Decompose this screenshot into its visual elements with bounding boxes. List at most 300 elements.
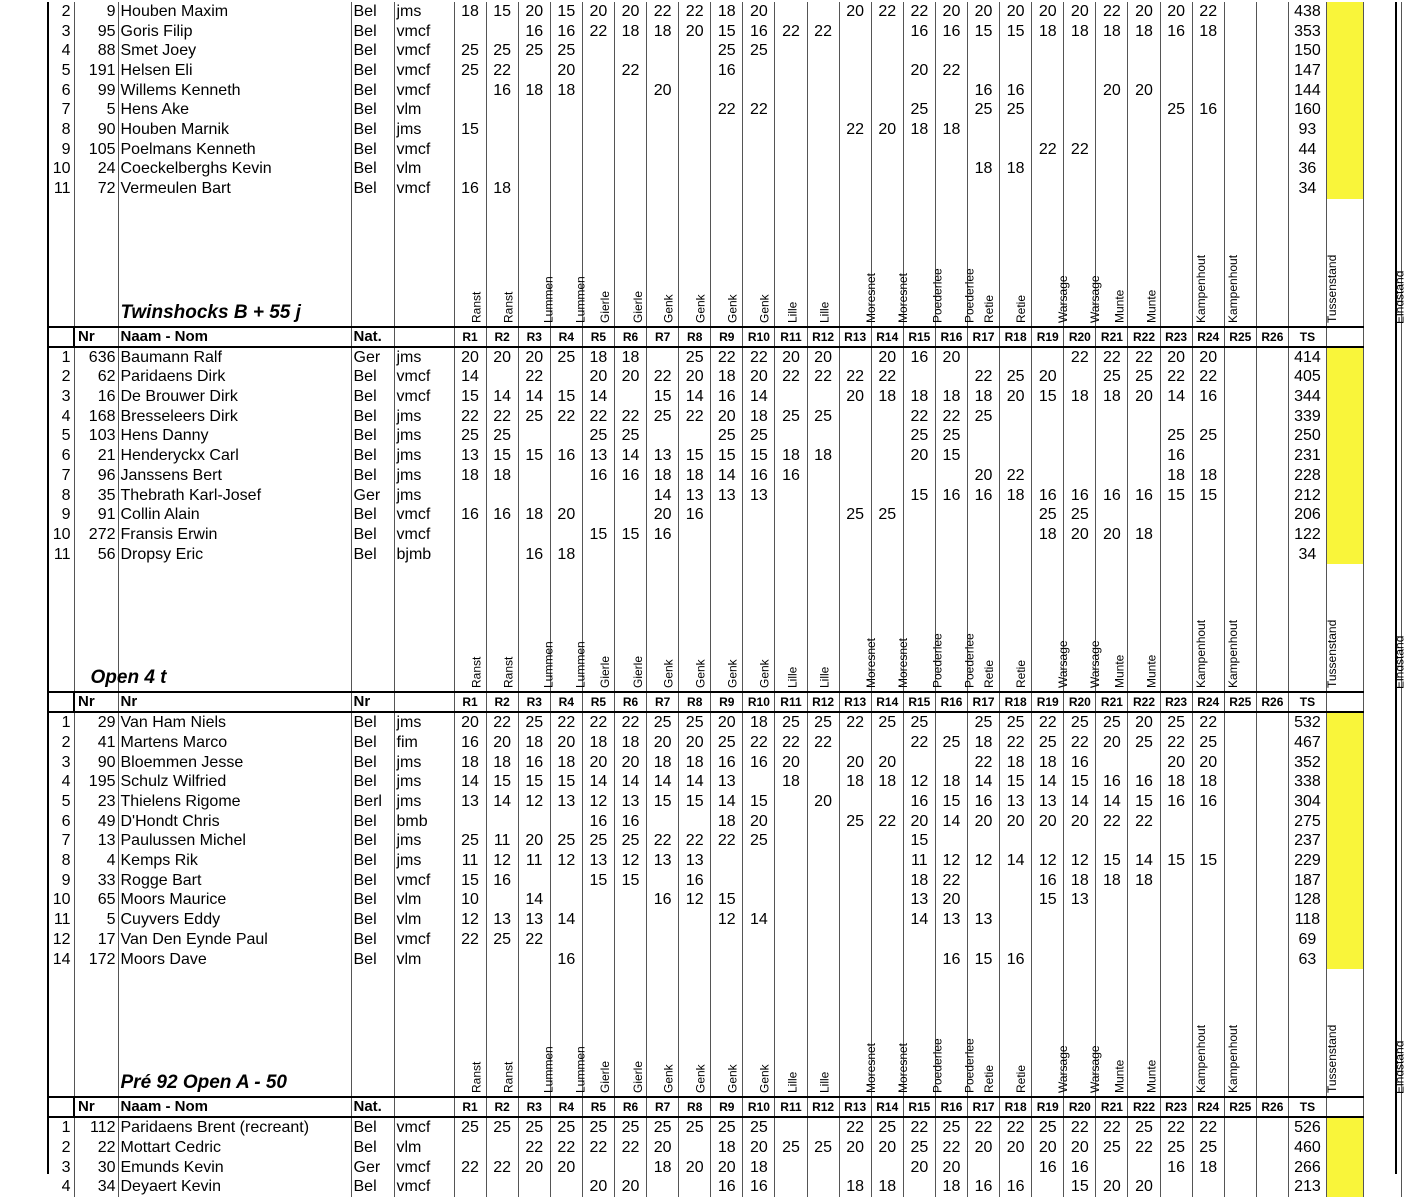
score-cell: 16 <box>614 466 646 486</box>
score-cell: 15 <box>1064 1177 1096 1197</box>
rider-name-cell: Van Ham Niels <box>118 712 351 733</box>
score-cell: 22 <box>839 368 871 388</box>
score-cell <box>871 792 903 812</box>
score-cell: 18 <box>839 1177 871 1197</box>
score-cell: 20 <box>1032 2 1064 22</box>
table-row <box>47 2 1401 22</box>
score-cell: 25 <box>679 712 711 733</box>
score-cell <box>1064 910 1096 930</box>
table-row <box>47 505 1401 525</box>
score-cell: 13 <box>743 486 775 506</box>
score-cell <box>1256 712 1288 733</box>
score-cell: 22 <box>935 61 967 81</box>
score-cell <box>614 910 646 930</box>
nationality-cell: Bel <box>351 525 394 545</box>
score-cell <box>807 81 839 101</box>
score-cell <box>903 160 935 180</box>
col-header-round: R26 <box>1256 1097 1288 1117</box>
score-cell <box>518 100 550 120</box>
score-cell <box>903 81 935 101</box>
score-cell <box>807 179 839 199</box>
venue-label: Retie <box>1013 294 1028 323</box>
score-cell <box>807 871 839 891</box>
score-cell <box>807 545 839 565</box>
score-cell: 22 <box>486 407 518 427</box>
club-cell: vmcf <box>394 61 454 81</box>
venue-label-cell <box>679 564 711 692</box>
score-cell <box>871 61 903 81</box>
table-row <box>47 1138 1401 1158</box>
table-row <box>47 160 1401 180</box>
club-cell: vmcf <box>394 525 454 545</box>
col-header-round: R1 <box>454 327 486 347</box>
rider-name-cell: Houben Marnik <box>118 120 351 140</box>
score-cell: 15 <box>1000 773 1032 793</box>
blank-cell <box>1363 930 1401 950</box>
table-row <box>47 832 1401 852</box>
score-cell <box>1096 466 1128 486</box>
score-cell: 13 <box>1064 891 1096 911</box>
score-cell <box>679 950 711 970</box>
table-row <box>47 871 1401 891</box>
score-cell: 22 <box>550 407 582 427</box>
score-cell: 22 <box>1064 1117 1096 1138</box>
score-cell: 25 <box>1192 733 1224 753</box>
rider-name-cell: Rogge Bart <box>118 871 351 891</box>
score-cell: 22 <box>935 871 967 891</box>
rank-cell: 9 <box>47 505 74 525</box>
col-header-round: R22 <box>1128 1097 1160 1117</box>
score-cell <box>871 466 903 486</box>
score-cell: 20 <box>1000 387 1032 407</box>
score-cell <box>1064 466 1096 486</box>
col-header-round: R9 <box>711 327 743 347</box>
score-cell <box>839 910 871 930</box>
score-cell <box>807 851 839 871</box>
score-cell <box>968 140 1000 160</box>
score-cell <box>1224 812 1256 832</box>
score-cell <box>679 1138 711 1158</box>
score-cell: 20 <box>1096 525 1128 545</box>
final-highlight-cell <box>1326 140 1363 160</box>
score-cell <box>1064 950 1096 970</box>
score-cell <box>647 812 679 832</box>
score-cell <box>1000 832 1032 852</box>
score-cell: 11 <box>903 851 935 871</box>
table-row <box>47 950 1401 970</box>
score-cell <box>775 910 807 930</box>
col-header-nat: Nat. <box>351 1097 394 1117</box>
venue-label-cell <box>550 969 588 1097</box>
score-cell: 15 <box>1128 792 1160 812</box>
venue-label: Lummen <box>541 1046 556 1094</box>
score-cell: 16 <box>1096 486 1128 506</box>
final-highlight-cell <box>1326 466 1363 486</box>
venue-label: Ranst <box>469 1062 484 1094</box>
score-cell <box>775 179 807 199</box>
score-cell: 25 <box>582 832 614 852</box>
score-cell <box>711 505 743 525</box>
score-cell <box>1224 466 1256 486</box>
venue-label: Ranst <box>501 1062 516 1094</box>
rider-number-cell: 88 <box>74 41 118 61</box>
blank-cell <box>1363 446 1401 466</box>
score-cell <box>1224 140 1256 160</box>
venue-label-cell <box>839 199 879 327</box>
table-row <box>47 347 1401 368</box>
club-cell: vlm <box>394 100 454 120</box>
score-cell: 15 <box>903 486 935 506</box>
score-cell: 25 <box>743 832 775 852</box>
score-cell <box>903 753 935 773</box>
venue-label-cell <box>1192 564 1241 692</box>
score-cell: 18 <box>1160 466 1192 486</box>
score-cell: 22 <box>903 1117 935 1138</box>
score-cell: 13 <box>1000 792 1032 812</box>
score-cell: 20 <box>454 347 486 368</box>
score-cell: 18 <box>614 733 646 753</box>
score-cell <box>614 179 646 199</box>
rider-number-cell: 16 <box>74 387 118 407</box>
score-cell: 20 <box>903 1158 935 1178</box>
score-cell <box>1128 100 1160 120</box>
score-cell: 20 <box>550 733 582 753</box>
rank-cell: 1 <box>47 347 74 368</box>
score-cell: 13 <box>679 486 711 506</box>
venue-label-cell <box>711 969 743 1097</box>
score-cell <box>775 427 807 447</box>
rider-number-cell: 29 <box>74 712 118 733</box>
score-cell: 14 <box>1032 773 1064 793</box>
table-row <box>47 140 1401 160</box>
score-cell <box>1224 179 1256 199</box>
rider-name-cell: De Brouwer Dirk <box>118 387 351 407</box>
score-cell <box>1224 1138 1256 1158</box>
score-cell <box>582 486 614 506</box>
score-cell: 14 <box>582 773 614 793</box>
score-cell <box>550 871 582 891</box>
score-cell: 15 <box>486 2 518 22</box>
score-cell: 12 <box>550 851 582 871</box>
score-cell: 25 <box>903 712 935 733</box>
final-highlight-cell <box>1326 545 1363 565</box>
score-cell <box>807 2 839 22</box>
nationality-cell: Bel <box>351 871 394 891</box>
venue-label: Gierle <box>630 656 645 689</box>
score-cell: 22 <box>614 61 646 81</box>
rider-number-cell: 34 <box>74 1177 118 1197</box>
score-cell: 22 <box>679 832 711 852</box>
total-score-cell: 344 <box>1288 387 1326 407</box>
score-cell: 22 <box>903 407 935 427</box>
score-cell <box>775 81 807 101</box>
score-cell <box>518 427 550 447</box>
score-cell <box>775 891 807 911</box>
table-row <box>47 407 1401 427</box>
score-cell <box>647 910 679 930</box>
score-cell: 25 <box>582 1117 614 1138</box>
score-cell <box>1192 140 1224 160</box>
score-cell <box>871 160 903 180</box>
score-cell <box>1064 120 1096 140</box>
score-cell <box>711 545 743 565</box>
score-cell <box>839 525 871 545</box>
section-title-cell <box>90 564 351 692</box>
score-cell <box>711 950 743 970</box>
rider-name-cell: Willems Kenneth <box>118 81 351 101</box>
score-cell: 25 <box>518 1117 550 1138</box>
score-cell: 25 <box>454 832 486 852</box>
nationality-cell: Bel <box>351 466 394 486</box>
venue-label: Munte <box>1112 655 1127 689</box>
score-cell <box>935 545 967 565</box>
score-cell <box>1256 407 1288 427</box>
col-header-round: R25 <box>1224 692 1256 712</box>
score-cell: 16 <box>1192 792 1224 812</box>
score-cell: 20 <box>550 61 582 81</box>
total-score-cell: 128 <box>1288 891 1326 911</box>
rider-number-cell: 91 <box>74 505 118 525</box>
score-cell: 14 <box>711 466 743 486</box>
score-cell <box>968 930 1000 950</box>
score-cell: 25 <box>935 427 967 447</box>
score-cell: 18 <box>679 753 711 773</box>
venue-label-cell <box>550 564 588 692</box>
col-header-round: R13 <box>839 692 871 712</box>
score-cell <box>1096 179 1128 199</box>
venue-label-cell <box>647 969 679 1097</box>
score-cell: 18 <box>614 22 646 42</box>
score-cell <box>1224 160 1256 180</box>
score-cell <box>775 41 807 61</box>
score-cell <box>903 930 935 950</box>
score-cell: 22 <box>518 930 550 950</box>
venue-label: Retie <box>1013 660 1028 689</box>
score-cell <box>679 525 711 545</box>
rider-number-cell: 21 <box>74 446 118 466</box>
score-cell <box>807 140 839 160</box>
score-cell: 25 <box>1128 733 1160 753</box>
score-cell: 12 <box>968 851 1000 871</box>
score-cell <box>1096 753 1128 773</box>
score-cell <box>903 140 935 160</box>
venue-label: Gierle <box>598 1061 613 1094</box>
nationality-cell: Berl <box>351 792 394 812</box>
venue-label: Genk <box>660 659 675 689</box>
score-cell <box>871 950 903 970</box>
score-cell: 16 <box>903 347 935 368</box>
score-cell: 22 <box>1064 733 1096 753</box>
score-cell <box>1224 486 1256 506</box>
score-cell <box>679 140 711 160</box>
eindstand-label: Eindstand <box>1393 636 1408 690</box>
col-header-round: R6 <box>614 327 646 347</box>
rider-number-cell: 62 <box>74 368 118 388</box>
score-cell <box>1128 446 1160 466</box>
venue-label: Gierle <box>598 290 613 323</box>
score-cell <box>743 160 775 180</box>
col-header-round: R19 <box>1032 327 1064 347</box>
score-cell: 15 <box>968 950 1000 970</box>
score-cell <box>743 773 775 793</box>
score-cell: 18 <box>518 81 550 101</box>
score-cell <box>1256 387 1288 407</box>
rank-cell: 2 <box>47 1138 74 1158</box>
venue-label-cell <box>647 199 679 327</box>
venue-label: Moresnet <box>896 638 911 689</box>
score-cell: 20 <box>775 347 807 368</box>
score-cell: 22 <box>935 407 967 427</box>
col-header-round: R3 <box>518 692 550 712</box>
score-cell: 16 <box>935 486 967 506</box>
venue-label-cell <box>614 199 646 327</box>
score-cell <box>839 140 871 160</box>
venue-label-cell <box>743 564 775 692</box>
score-cell <box>839 22 871 42</box>
score-cell <box>1160 505 1192 525</box>
club-cell: jms <box>394 712 454 733</box>
col-header-round: R24 <box>1192 1097 1224 1117</box>
score-cell <box>903 950 935 970</box>
rider-name-cell: Deyaert Kevin <box>118 1177 351 1197</box>
score-cell <box>454 81 486 101</box>
score-cell <box>1256 950 1288 970</box>
score-cell <box>582 545 614 565</box>
score-cell: 25 <box>550 832 582 852</box>
col-header-round: R10 <box>743 327 775 347</box>
score-cell: 20 <box>1096 81 1128 101</box>
score-cell: 16 <box>518 545 550 565</box>
score-cell: 18 <box>711 812 743 832</box>
club-cell: jms <box>394 851 454 871</box>
table-row <box>47 930 1401 950</box>
rider-number-cell: 13 <box>74 832 118 852</box>
score-cell <box>1224 733 1256 753</box>
blank-cell <box>1363 505 1401 525</box>
score-cell: 25 <box>582 427 614 447</box>
rider-number-cell: 72 <box>74 179 118 199</box>
score-cell <box>614 930 646 950</box>
score-cell: 15 <box>1160 851 1192 871</box>
score-cell <box>454 486 486 506</box>
score-cell: 22 <box>614 1138 646 1158</box>
club-cell: jms <box>394 466 454 486</box>
score-cell <box>614 81 646 101</box>
score-cell <box>839 179 871 199</box>
rider-number-cell: 33 <box>74 871 118 891</box>
score-cell <box>1160 545 1192 565</box>
rider-name-cell: Smet Joey <box>118 41 351 61</box>
blank-cell <box>1363 773 1401 793</box>
score-cell: 16 <box>711 1177 743 1197</box>
club-cell: jms <box>394 347 454 368</box>
score-cell <box>1224 407 1256 427</box>
score-cell <box>1256 792 1288 812</box>
score-cell: 18 <box>1192 1158 1224 1178</box>
total-score-cell: 275 <box>1288 812 1326 832</box>
score-cell <box>871 832 903 852</box>
venue-label-cell <box>935 969 977 1097</box>
score-cell: 20 <box>647 505 679 525</box>
rider-name-cell: Thielens Rigome <box>118 792 351 812</box>
score-cell <box>1032 930 1064 950</box>
score-cell <box>1032 950 1064 970</box>
eindstand-label: Eindstand <box>1393 1041 1408 1095</box>
score-cell: 25 <box>518 407 550 427</box>
rank-cell: 4 <box>47 1177 74 1197</box>
rider-name-cell: Houben Maxim <box>118 2 351 22</box>
rider-number-cell: 191 <box>74 61 118 81</box>
score-cell <box>871 22 903 42</box>
score-cell <box>582 140 614 160</box>
score-cell <box>1064 545 1096 565</box>
score-cell <box>1256 930 1288 950</box>
col-header-round: R23 <box>1160 1097 1192 1117</box>
score-cell: 25 <box>711 1117 743 1138</box>
score-cell: 22 <box>486 61 518 81</box>
score-cell: 25 <box>518 41 550 61</box>
score-cell: 22 <box>839 1117 871 1138</box>
club-cell: vmcf <box>394 41 454 61</box>
blank-cell <box>1363 812 1401 832</box>
rank-cell: 11 <box>47 545 74 565</box>
rider-number-cell: 636 <box>74 347 118 368</box>
score-cell: 12 <box>518 792 550 812</box>
score-cell <box>550 525 582 545</box>
score-cell <box>807 950 839 970</box>
nationality-cell: Bel <box>351 773 394 793</box>
score-cell <box>968 179 1000 199</box>
score-cell: 14 <box>679 773 711 793</box>
score-cell <box>1128 466 1160 486</box>
score-cell <box>679 100 711 120</box>
score-cell: 20 <box>935 347 967 368</box>
table-row <box>47 81 1401 101</box>
score-cell <box>647 1177 679 1197</box>
score-cell <box>1192 407 1224 427</box>
score-cell <box>1256 832 1288 852</box>
rider-name-cell: Janssens Bert <box>118 466 351 486</box>
score-cell: 16 <box>550 950 582 970</box>
rider-number-cell: 30 <box>74 1158 118 1178</box>
score-cell <box>679 545 711 565</box>
score-cell <box>1256 525 1288 545</box>
table-row <box>47 1117 1401 1138</box>
final-highlight-cell <box>1326 891 1363 911</box>
score-cell <box>1000 930 1032 950</box>
col-header-round: R3 <box>518 327 550 347</box>
score-cell <box>1064 160 1096 180</box>
score-cell: 25 <box>807 407 839 427</box>
venue-label-cell <box>486 564 518 692</box>
blank-cell <box>1363 1097 1401 1117</box>
results-table <box>47 2 1408 1197</box>
score-cell: 16 <box>1000 1177 1032 1197</box>
score-cell <box>1000 910 1032 930</box>
score-cell <box>1160 41 1192 61</box>
score-cell <box>1224 910 1256 930</box>
score-cell <box>1256 753 1288 773</box>
score-cell: 25 <box>454 41 486 61</box>
score-cell: 18 <box>582 347 614 368</box>
club-cell: jms <box>394 753 454 773</box>
total-score-cell: 69 <box>1288 930 1326 950</box>
rider-name-cell: Collin Alain <box>118 505 351 525</box>
score-cell <box>1256 179 1288 199</box>
score-cell: 14 <box>743 910 775 930</box>
total-score-cell: 526 <box>1288 1117 1326 1138</box>
score-cell: 20 <box>711 712 743 733</box>
